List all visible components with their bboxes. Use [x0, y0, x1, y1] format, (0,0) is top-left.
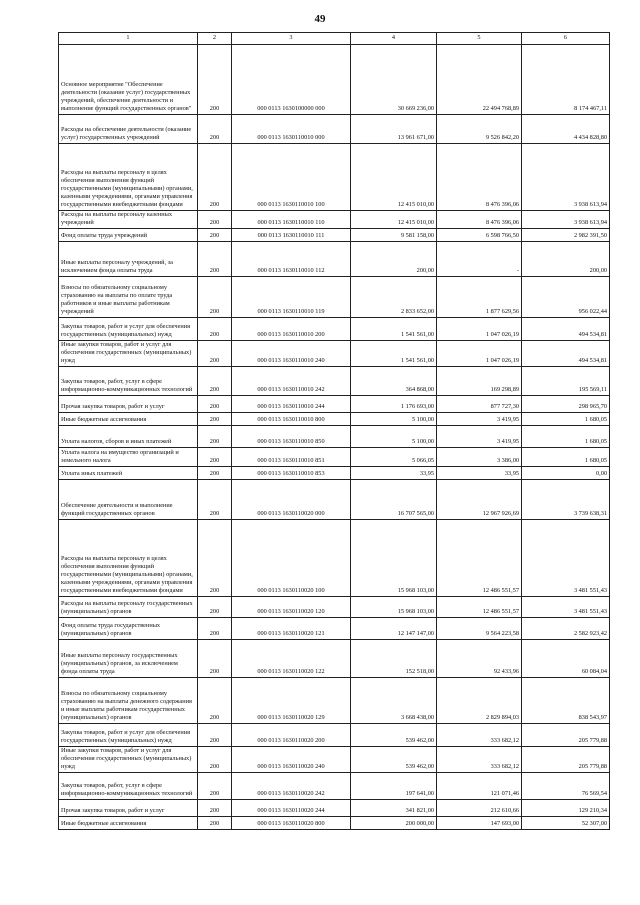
table-row — [59, 597, 610, 618]
row-classification-code: 000 0113 1630110010 242 — [232, 367, 351, 396]
row-executed-amount: 169 298,89 — [437, 367, 522, 396]
row-name: Расходы на выплаты персоналу казенных учреждений — [59, 211, 198, 229]
row-planned-amount: 539 462,00 — [351, 724, 437, 747]
table-row — [59, 413, 610, 426]
row-unexecuted-amount: 8 174 467,11 — [522, 45, 610, 115]
row-executed-amount: 6 598 766,50 — [437, 229, 522, 242]
row-unexecuted-amount: 195 569,11 — [522, 367, 610, 396]
table-row — [59, 45, 610, 115]
row-unexecuted-amount: 298 965,70 — [522, 396, 610, 413]
row-unexecuted-amount: 494 534,81 — [522, 341, 610, 367]
column-header: 4 — [351, 33, 437, 45]
row-executed-amount: 9 526 842,20 — [437, 115, 522, 144]
row-name: Расходы на выплаты персоналу в целях обеспечения выполнения функций государственными (муниципальными) органами, казенными учреждениями, органами управления государственными внебюджетными фондами — [59, 520, 198, 597]
row-planned-amount: 1 176 693,00 — [351, 396, 437, 413]
row-name: Иные закупки товаров, работ и услуг для обеспечения государственных (муниципальных) нужд — [59, 341, 198, 367]
row-column-2: 200 — [198, 773, 232, 800]
row-name: Прочая закупка товаров, работ и услуг — [59, 800, 198, 817]
row-executed-amount: 9 564 223,58 — [437, 618, 522, 640]
row-unexecuted-amount: 956 022,44 — [522, 277, 610, 318]
row-unexecuted-amount: 2 582 923,42 — [522, 618, 610, 640]
row-name: Фонд оплаты труда государственных (муниципальных) органов — [59, 618, 198, 640]
table-row — [59, 211, 610, 229]
row-classification-code: 000 0113 1630110020 120 — [232, 597, 351, 618]
row-unexecuted-amount: 3 481 551,43 — [522, 520, 610, 597]
row-executed-amount: 1 047 026,19 — [437, 341, 522, 367]
row-column-2: 200 — [198, 480, 232, 520]
table-row — [59, 773, 610, 800]
table-row — [59, 242, 610, 277]
row-column-2: 200 — [198, 367, 232, 396]
row-column-2: 200 — [198, 448, 232, 467]
row-unexecuted-amount: 60 084,04 — [522, 640, 610, 678]
row-name: Иные бюджетные ассигнования — [59, 413, 198, 426]
row-executed-amount: 333 682,12 — [437, 747, 522, 773]
row-planned-amount: 33,95 — [351, 467, 437, 480]
table-row — [59, 448, 610, 467]
row-name: Прочая закупка товаров, работ и услуг — [59, 396, 198, 413]
table-row — [59, 724, 610, 747]
row-planned-amount: 12 147 147,00 — [351, 618, 437, 640]
row-planned-amount: 15 968 103,00 — [351, 597, 437, 618]
table-row — [59, 229, 610, 242]
row-planned-amount: 152 518,00 — [351, 640, 437, 678]
row-planned-amount: 200,00 — [351, 242, 437, 277]
row-classification-code: 000 0113 1630110020 121 — [232, 618, 351, 640]
row-unexecuted-amount: 0,00 — [522, 467, 610, 480]
row-executed-amount: - — [437, 242, 522, 277]
row-classification-code: 000 0113 1630110010 000 — [232, 115, 351, 144]
row-column-2: 200 — [198, 413, 232, 426]
budget-execution-table — [58, 32, 610, 830]
row-unexecuted-amount: 3 938 613,94 — [522, 211, 610, 229]
row-unexecuted-amount: 838 543,97 — [522, 678, 610, 724]
row-unexecuted-amount: 494 534,81 — [522, 318, 610, 341]
row-executed-amount: 2 829 894,03 — [437, 678, 522, 724]
row-name: Закупка товаров, работ, услуг в сфере информационно-коммуникационных технологий — [59, 773, 198, 800]
row-executed-amount: 3 386,00 — [437, 448, 522, 467]
row-planned-amount: 15 968 103,00 — [351, 520, 437, 597]
row-name: Иные выплаты персоналу учреждений, за исключением фонда оплаты труда — [59, 242, 198, 277]
row-classification-code: 000 0113 1630110020 800 — [232, 817, 351, 830]
row-executed-amount: 333 682,12 — [437, 724, 522, 747]
row-classification-code: 000 0113 1630110020 122 — [232, 640, 351, 678]
row-classification-code: 000 0113 1630110010 110 — [232, 211, 351, 229]
table-row — [59, 800, 610, 817]
row-executed-amount: 1 877 629,56 — [437, 277, 522, 318]
row-executed-amount: 22 494 768,89 — [437, 45, 522, 115]
row-name: Уплата налогов, сборов и иных платежей — [59, 426, 198, 448]
row-executed-amount: 147 693,00 — [437, 817, 522, 830]
row-planned-amount: 200 000,00 — [351, 817, 437, 830]
row-unexecuted-amount: 52 307,00 — [522, 817, 610, 830]
row-unexecuted-amount: 4 434 828,80 — [522, 115, 610, 144]
row-classification-code: 000 0113 1630110010 112 — [232, 242, 351, 277]
row-name: Уплата иных платежей — [59, 467, 198, 480]
row-executed-amount: 92 433,96 — [437, 640, 522, 678]
row-column-2: 200 — [198, 817, 232, 830]
table-row — [59, 144, 610, 211]
header-row — [59, 33, 610, 45]
table-row — [59, 367, 610, 396]
row-executed-amount: 877 727,30 — [437, 396, 522, 413]
row-classification-code: 000 0113 1630110010 100 — [232, 144, 351, 211]
row-planned-amount: 5 066,05 — [351, 448, 437, 467]
row-classification-code: 000 0113 1630110020 129 — [232, 678, 351, 724]
row-column-2: 200 — [198, 341, 232, 367]
table-row — [59, 480, 610, 520]
row-classification-code: 000 0113 1630110020 240 — [232, 747, 351, 773]
column-header: 5 — [437, 33, 522, 45]
column-header: 6 — [522, 33, 610, 45]
table-row — [59, 520, 610, 597]
row-executed-amount: 12 967 926,69 — [437, 480, 522, 520]
row-executed-amount: 12 486 551,57 — [437, 597, 522, 618]
row-executed-amount: 8 476 396,06 — [437, 211, 522, 229]
page-number: 49 — [314, 13, 326, 25]
row-column-2: 200 — [198, 800, 232, 817]
row-name: Взносы по обязательному социальному страхованию на выплаты денежного содержания и иные выплаты работникам государственных (муниципальных) органов — [59, 678, 198, 724]
row-classification-code: 000 0113 1630110010 240 — [232, 341, 351, 367]
row-column-2: 200 — [198, 467, 232, 480]
row-executed-amount: 12 486 551,57 — [437, 520, 522, 597]
row-classification-code: 000 0113 1630110010 111 — [232, 229, 351, 242]
row-planned-amount: 197 641,00 — [351, 773, 437, 800]
row-planned-amount: 1 541 561,00 — [351, 318, 437, 341]
table-row — [59, 747, 610, 773]
row-column-2: 200 — [198, 115, 232, 144]
row-name: Взносы по обязательному социальному страхованию на выплаты по оплате труда работников и иные выплаты работникам учреждений — [59, 277, 198, 318]
row-unexecuted-amount: 76 569,54 — [522, 773, 610, 800]
row-unexecuted-amount: 1 680,05 — [522, 413, 610, 426]
row-column-2: 200 — [198, 520, 232, 597]
row-unexecuted-amount: 1 680,05 — [522, 426, 610, 448]
row-planned-amount: 5 100,00 — [351, 426, 437, 448]
row-column-2: 200 — [198, 318, 232, 341]
row-classification-code: 000 0113 1630110020 244 — [232, 800, 351, 817]
row-unexecuted-amount: 1 680,05 — [522, 448, 610, 467]
table-row — [59, 426, 610, 448]
row-name: Закупка товаров, работ, услуг в сфере информационно-коммуникационных технологий — [59, 367, 198, 396]
row-column-2: 200 — [198, 426, 232, 448]
row-classification-code: 000 0113 1630110020 100 — [232, 520, 351, 597]
row-classification-code: 000 0113 1630110010 850 — [232, 426, 351, 448]
row-unexecuted-amount: 205 779,88 — [522, 747, 610, 773]
row-name: Иные закупки товаров, работ и услуг для обеспечения государственных (муниципальных) нужд — [59, 747, 198, 773]
row-column-2: 200 — [198, 640, 232, 678]
row-planned-amount: 9 581 158,00 — [351, 229, 437, 242]
table-row — [59, 318, 610, 341]
row-planned-amount: 341 821,00 — [351, 800, 437, 817]
row-name: Основное мероприятие "Обеспечение деятельности (оказание услуг) государственных учреждений, обеспечение деятельности и выполнение функций государственных органов" — [59, 45, 198, 115]
row-name: Иные выплаты персоналу государственных (муниципальных) органов, за исключением фонда оплаты труда — [59, 640, 198, 678]
row-column-2: 200 — [198, 211, 232, 229]
row-name: Закупка товаров, работ и услуг для обеспечения государственных (муниципальных) нужд — [59, 724, 198, 747]
row-column-2: 200 — [198, 229, 232, 242]
row-planned-amount: 539 462,00 — [351, 747, 437, 773]
row-classification-code: 000 0113 1630100000 000 — [232, 45, 351, 115]
row-planned-amount: 30 669 236,00 — [351, 45, 437, 115]
row-unexecuted-amount: 3 739 638,31 — [522, 480, 610, 520]
row-planned-amount: 5 100,00 — [351, 413, 437, 426]
row-name: Расходы на выплаты персоналу государственных (муниципальных) органов — [59, 597, 198, 618]
row-unexecuted-amount: 205 779,88 — [522, 724, 610, 747]
row-classification-code: 000 0113 1630110020 200 — [232, 724, 351, 747]
table-row — [59, 467, 610, 480]
row-column-2: 200 — [198, 277, 232, 318]
column-header: 3 — [232, 33, 351, 45]
row-name: Закупка товаров, работ и услуг для обеспечения государственных (муниципальных) нужд — [59, 318, 198, 341]
table-row — [59, 396, 610, 413]
row-name: Обеспечение деятельности и выполнение функций государственных органов — [59, 480, 198, 520]
row-planned-amount: 12 415 010,00 — [351, 211, 437, 229]
row-classification-code: 000 0113 1630110010 800 — [232, 413, 351, 426]
row-name: Иные бюджетные ассигнования — [59, 817, 198, 830]
row-unexecuted-amount: 3 481 551,43 — [522, 597, 610, 618]
row-column-2: 200 — [198, 678, 232, 724]
row-name: Фонд оплаты труда учреждений — [59, 229, 198, 242]
row-executed-amount: 212 610,66 — [437, 800, 522, 817]
row-classification-code: 000 0113 1630110020 242 — [232, 773, 351, 800]
column-header: 1 — [59, 33, 198, 45]
row-column-2: 200 — [198, 724, 232, 747]
row-executed-amount: 8 476 396,06 — [437, 144, 522, 211]
row-classification-code: 000 0113 1630110020 000 — [232, 480, 351, 520]
row-executed-amount: 1 047 026,19 — [437, 318, 522, 341]
row-column-2: 200 — [198, 242, 232, 277]
row-unexecuted-amount: 200,00 — [522, 242, 610, 277]
row-classification-code: 000 0113 1630110010 244 — [232, 396, 351, 413]
row-planned-amount: 3 668 438,00 — [351, 678, 437, 724]
row-unexecuted-amount: 2 982 391,50 — [522, 229, 610, 242]
row-column-2: 200 — [198, 618, 232, 640]
table-row — [59, 115, 610, 144]
row-classification-code: 000 0113 1630110010 200 — [232, 318, 351, 341]
column-header: 2 — [198, 33, 232, 45]
row-executed-amount: 3 419,95 — [437, 413, 522, 426]
row-unexecuted-amount: 129 210,34 — [522, 800, 610, 817]
row-name: Уплата налога на имущество организаций и земельного налога — [59, 448, 198, 467]
table-row — [59, 640, 610, 678]
row-planned-amount: 2 833 652,00 — [351, 277, 437, 318]
table-row — [59, 817, 610, 830]
row-column-2: 200 — [198, 597, 232, 618]
row-executed-amount: 33,95 — [437, 467, 522, 480]
row-planned-amount: 16 707 565,00 — [351, 480, 437, 520]
row-executed-amount: 121 071,46 — [437, 773, 522, 800]
row-classification-code: 000 0113 1630110010 851 — [232, 448, 351, 467]
row-executed-amount: 3 419,95 — [437, 426, 522, 448]
row-planned-amount: 1 541 561,00 — [351, 341, 437, 367]
table-row — [59, 341, 610, 367]
table-row — [59, 618, 610, 640]
row-column-2: 200 — [198, 396, 232, 413]
row-classification-code: 000 0113 1630110010 119 — [232, 277, 351, 318]
row-column-2: 200 — [198, 144, 232, 211]
row-column-2: 200 — [198, 747, 232, 773]
row-unexecuted-amount: 3 938 613,94 — [522, 144, 610, 211]
row-classification-code: 000 0113 1630110010 853 — [232, 467, 351, 480]
row-name: Расходы на обеспечение деятельности (оказание услуг) государственных учреждений — [59, 115, 198, 144]
row-planned-amount: 13 961 671,00 — [351, 115, 437, 144]
table-row — [59, 277, 610, 318]
row-planned-amount: 364 868,00 — [351, 367, 437, 396]
row-name: Расходы на выплаты персоналу в целях обеспечения выполнения функций государственными (муниципальными) органами, казенными учреждениями, органами управления государственными внебюджетными фондами — [59, 144, 198, 211]
table-row — [59, 678, 610, 724]
row-planned-amount: 12 415 010,00 — [351, 144, 437, 211]
row-column-2: 200 — [198, 45, 232, 115]
